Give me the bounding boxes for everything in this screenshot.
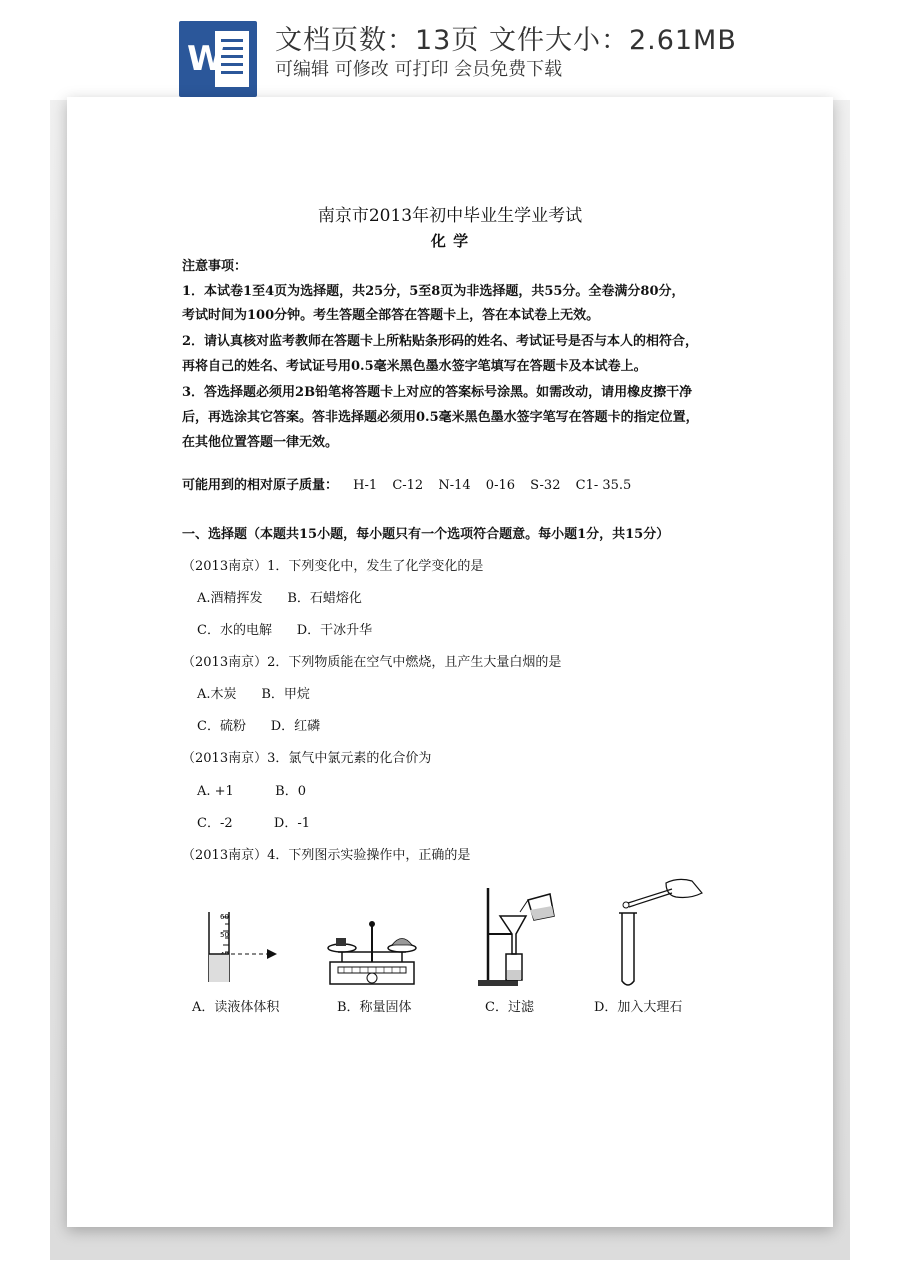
- eye-icon: [267, 949, 277, 959]
- tick-label: 50: [220, 931, 229, 939]
- question-options: C．硫粉 D．红磷: [197, 719, 321, 734]
- atomic-mass: S-32: [530, 478, 561, 493]
- notice-line: 在其他位置答题一律无效。: [182, 435, 339, 450]
- atomic-mass-row: [182, 479, 642, 492]
- figure-caption-c: C．过滤: [485, 1000, 534, 1015]
- notice-heading: 注意事项：: [182, 259, 248, 274]
- atomic-mass-label: 可能用到的相对原子质量：: [182, 478, 339, 493]
- atomic-mass: C-12: [392, 478, 424, 493]
- banner-subtitle: 可编辑 可修改 可打印 会员免费下载: [275, 59, 563, 80]
- question-options: A.木炭 B．甲烷: [197, 687, 310, 702]
- question-stem: （2013南京）3．氯气中氯元素的化合价为: [182, 751, 432, 766]
- question-options: A. +1 B．0: [197, 784, 306, 799]
- notice-line: 再将自己的姓名、考试证号用0.5毫米黑色墨水签字笔填写在答题卡及本试卷上。: [182, 359, 647, 374]
- balance-figure: [322, 912, 422, 992]
- question-options: C．水的电解 D．干冰升华: [197, 623, 373, 638]
- question-options: A.酒精挥发 B．石蜡熔化: [197, 591, 362, 606]
- test-tube-figure: [602, 877, 712, 997]
- word-icon-letter: W: [187, 39, 225, 79]
- document-page: [67, 97, 833, 1227]
- download-banner: [0, 0, 900, 100]
- word-icon: [179, 21, 257, 97]
- graduated-cylinder-figure: [195, 907, 295, 997]
- notice-line: 后，再选涂其它答案。答非选择题必须用0.5毫米黑色墨水签字笔写在答题卡的指定位置，: [182, 410, 699, 425]
- atomic-mass: 0-16: [485, 478, 516, 493]
- notice-line: 3．答选择题必须用2B铅笔将答题卡上对应的答案标号涂黑。如需改动，请用橡皮擦干净: [182, 385, 693, 400]
- question-stem: （2013南京）2．下列物质能在空气中燃烧，且产生大量白烟的是: [182, 655, 562, 670]
- question-options: C．-2 D．-1: [197, 816, 311, 831]
- filtration-figure: [472, 882, 572, 992]
- atomic-mass: N-14: [438, 478, 471, 493]
- exam-subject: 化 学: [430, 232, 470, 250]
- figure-caption-d: D．加入大理石: [594, 1000, 683, 1015]
- notice-line: 考试时间为100分钟。考生答题全部答在答题卡上，答在本试卷上无效。: [182, 308, 600, 323]
- atomic-mass: C1- 35.5: [575, 478, 632, 493]
- section-heading: 一、选择题（本题共15小题，每小题只有一个选项符合题意。每小题1分，共15分）: [182, 527, 670, 542]
- notice-line: 2．请认真核对监考教师在答题卡上所粘贴条形码的姓名、考试证号是否与本人的相符合，: [182, 334, 699, 349]
- figure-caption-a: A．读液体体积: [192, 1000, 280, 1015]
- exam-title: 南京市2013年初中毕业生学业考试: [317, 206, 583, 226]
- atomic-mass: H-1: [353, 478, 378, 493]
- question-stem: （2013南京）1．下列变化中，发生了化学变化的是: [182, 559, 484, 574]
- question-stem: （2013南京）4．下列图示实验操作中，正确的是: [182, 848, 471, 863]
- banner-title: 文档页数：13页 文件大小：2.61MB: [275, 25, 737, 56]
- tick-label: 60: [220, 913, 229, 921]
- notice-line: 1．本试卷1至4页为选择题，共25分，5至8页为非选择题，共55分。全卷满分80分，: [182, 284, 685, 299]
- figure-caption-b: B．称量固体: [337, 1000, 412, 1015]
